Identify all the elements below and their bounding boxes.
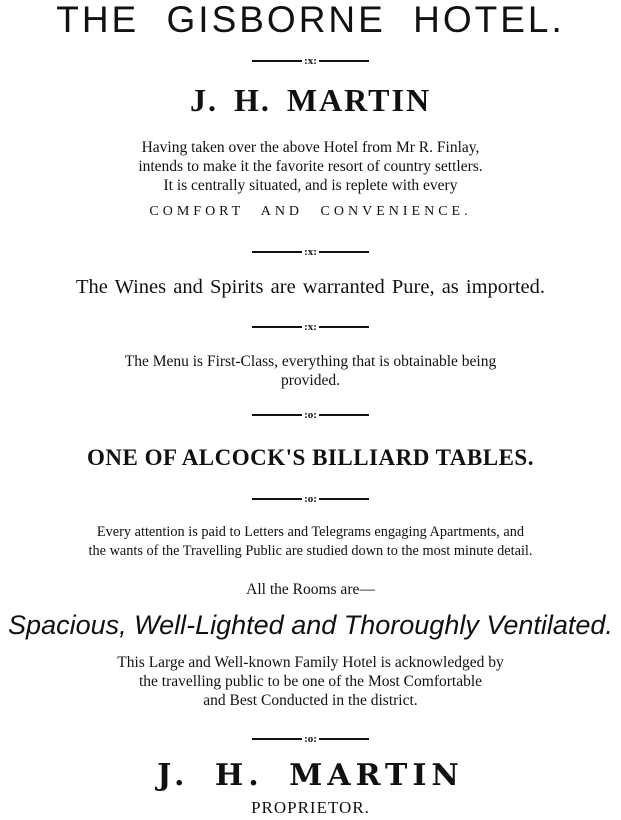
divider-ornament: :o: xyxy=(0,490,621,506)
reputation-line-3: and Best Conducted in the district. xyxy=(203,692,418,709)
menu-line-1: The Menu is First-Class, everything that is obtainable being xyxy=(124,353,497,370)
intro-line-1: Having taken over the above Hotel from Mr R. Finlay, xyxy=(141,139,480,156)
divider-ornament: :x: xyxy=(0,318,621,334)
attention-line-1: Every attention is paid to Letters and Telegrams engaging Apartments, and xyxy=(96,524,525,540)
divider-ornament: :o: xyxy=(0,730,621,746)
owner-name-top: J. H. MARTIN xyxy=(189,82,432,118)
divider-ornament: :x: xyxy=(0,52,621,68)
hotel-name-heading: THE GISBORNE HOTEL. xyxy=(56,0,565,40)
divider-ornament: :x: xyxy=(0,243,621,259)
divider-ornament: :o: xyxy=(0,406,621,422)
wines-line: The Wines and Spirits are warranted Pure, as imported. xyxy=(75,276,546,298)
menu-line-2: provided. xyxy=(281,372,340,389)
attention-line-2: the wants of the Travelling Public are studied down to the most minute detail. xyxy=(88,543,533,559)
proprietor-label: PROPRIETOR. xyxy=(251,798,370,817)
billiard-line: ONE OF ALCOCK'S BILLIARD TABLES. xyxy=(87,445,534,470)
intro-line-2: intends to make it the favorite resort of country settlers. xyxy=(138,158,483,175)
rooms-intro: All the Rooms are— xyxy=(246,581,375,598)
rooms-tagline: Spacious, Well-Lighted and Thoroughly Ventilated. xyxy=(8,610,613,640)
reputation-line-1: This Large and Well-known Family Hotel is acknowledged by xyxy=(117,654,504,671)
owner-name-bottom: J. H. MARTIN xyxy=(157,758,464,793)
comfort-line: COMFORT AND CONVENIENCE. xyxy=(149,204,472,219)
intro-line-3: It is centrally situated, and is replete with every xyxy=(163,177,458,194)
reputation-line-2: the travelling public to be one of the Most Comfortable xyxy=(138,673,483,690)
